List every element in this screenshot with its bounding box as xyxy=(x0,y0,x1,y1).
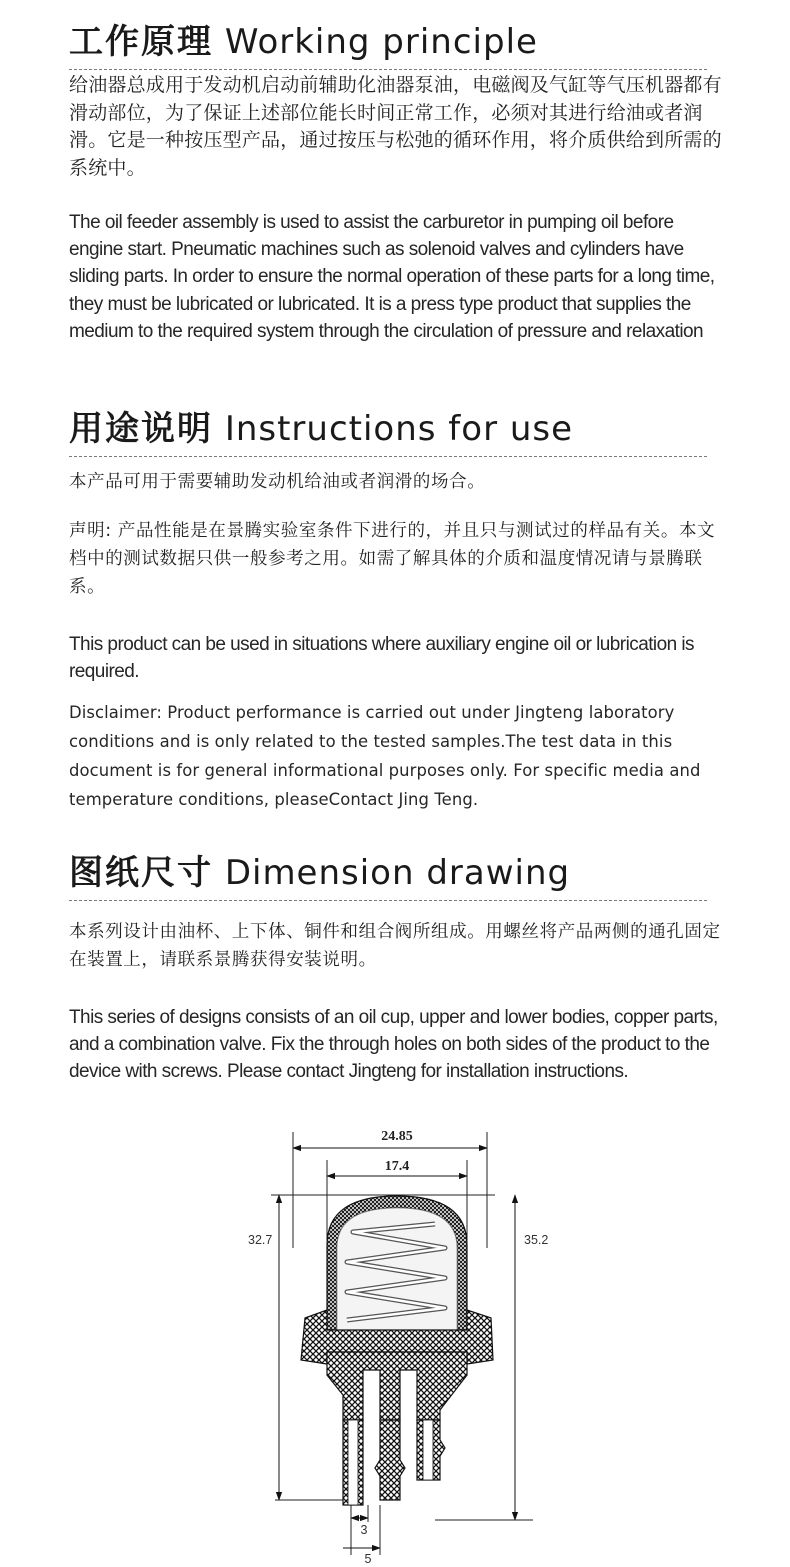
paragraph-en: This product can be used in situations where auxiliary engine oil or lubrication is required. xyxy=(69,634,694,683)
section-heading-instructions xyxy=(69,409,719,449)
heading-en: Working principle xyxy=(224,22,538,62)
dim-label-overall-width: 24.85 xyxy=(381,1129,413,1144)
dimension-drawing xyxy=(235,1120,565,1565)
disclaimer-cn: 声明: 产品性能是在景腾实验室条件下进行的，并且只与测试过的样品有关。本文档中的测试数据只供一般参考之用。如需了解具体的介质和温度情况请与景腾联系。 xyxy=(69,521,716,597)
lower-body xyxy=(327,1352,467,1420)
section-heading-working-principle xyxy=(69,22,719,62)
heading-en: Dimension drawing xyxy=(224,853,571,893)
divider xyxy=(69,900,707,901)
dim-label-right-height: 35.2 xyxy=(524,1233,549,1247)
heading-en: Instructions for use xyxy=(224,409,574,449)
paragraph-cn: 给油器总成用于发动机启动前辅助化油器泵油，电磁阀及气缸等气压机器都有滑动部位，为了保证上述部位能长时间正常工作，必须对其进行给油或者润滑。它是一种按压型产品，通过按压与松弛的循环作用，将介质供给到所需的系统中。 xyxy=(69,74,722,179)
dim-label-cup-width: 17.4 xyxy=(384,1159,410,1174)
paragraph-en: This series of designs consists of an oil cup, upper and lower bodies, copper parts, and a combination valve. Fix the through holes on both sides of the product to the device with screws. Please contact Jingteng for installation instructions. xyxy=(69,1007,718,1083)
divider xyxy=(69,456,707,457)
dim-label-left-height: 32.7 xyxy=(248,1233,273,1247)
dim-label-nozzle-outer: 5 xyxy=(364,1552,372,1565)
outlet-nozzle-middle xyxy=(375,1420,405,1500)
heading-cn: 图纸尺寸 xyxy=(69,853,213,893)
paragraph-cn: 本系列设计由油杯、上下体、铜件和组合阀所组成。用螺丝将产品两侧的通孔固定在装置上，请联系景腾获得安装说明。 xyxy=(69,922,721,970)
disclaimer-en: Disclaimer: Product performance is carried out under Jingteng laboratory conditions and is only related to the tested samples.The test data in this document is for general informational purposes only. For specific media and temperature conditions, pleaseContact Jing Teng. xyxy=(69,703,701,809)
paragraph-cn: 本产品可用于需要辅助发动机给油或者润滑的场合。 xyxy=(69,472,486,492)
heading-cn: 用途说明 xyxy=(69,409,213,449)
dim-label-nozzle-inner: 3 xyxy=(360,1523,368,1537)
divider xyxy=(69,69,707,70)
section-heading-dimension-drawing xyxy=(69,853,719,893)
paragraph-en: The oil feeder assembly is used to assist the carburetor in pumping oil before engine start. Pneumatic machines such as solenoid valves and cylinders have sliding parts. In order to ensure the normal operation of these parts for a long time, they must be lubricated or lubricated. It is a press type product that supplies the medium to the required system through the circulation of pressure and relaxation xyxy=(69,212,715,342)
heading-cn: 工作原理 xyxy=(69,22,213,62)
